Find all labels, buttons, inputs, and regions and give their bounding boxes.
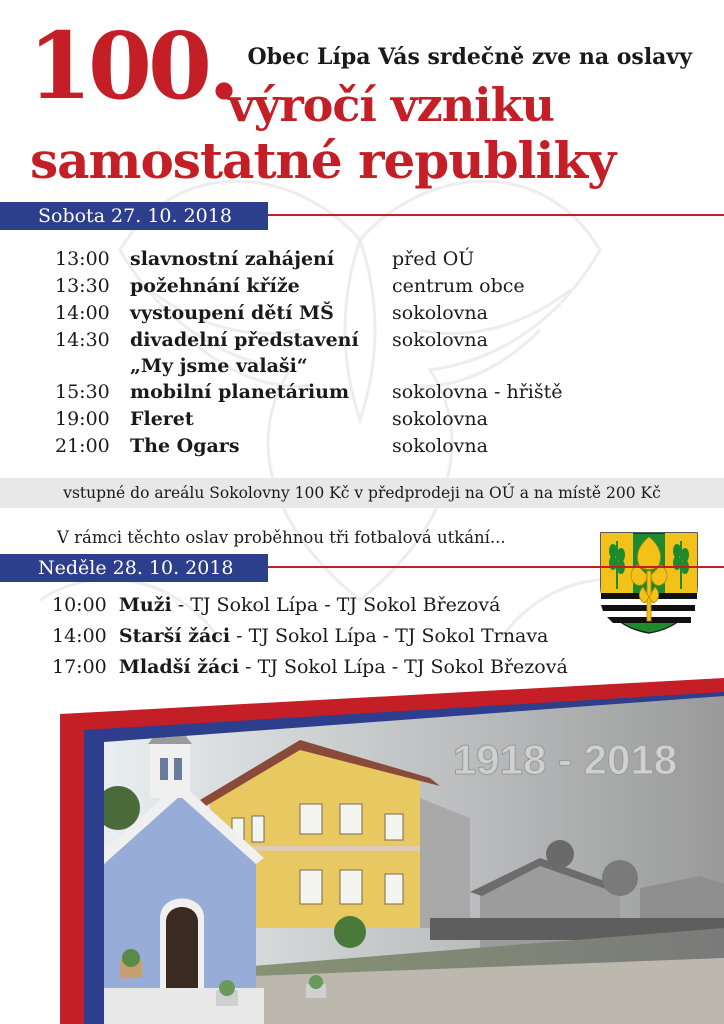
match-category: Mladší žáci	[118, 656, 240, 678]
event-name: vystoupení dětí MŠ	[130, 302, 334, 324]
saturday-red-rule	[268, 214, 724, 216]
event-time: 13:30	[55, 275, 110, 297]
saturday-date-bar: Sobota 27. 10. 2018	[0, 202, 268, 230]
event-place: sokolovna - hřiště	[392, 381, 563, 403]
match-teams: - TJ Sokol Lípa - TJ Sokol Trnava	[230, 625, 549, 647]
event-place: centrum obce	[392, 275, 525, 297]
event-name: mobilní planetárium	[130, 381, 350, 403]
event-place: sokolovna	[392, 435, 488, 457]
title-line-2: samostatné republiky	[30, 131, 616, 190]
event-name: Fleret	[130, 408, 194, 430]
event-name: divadelní představení	[130, 329, 359, 351]
match-time: 17:00	[52, 656, 107, 678]
match-time: 10:00	[52, 594, 107, 616]
event-place: před OÚ	[392, 248, 475, 270]
event-place: sokolovna	[392, 408, 488, 430]
event-time: 15:30	[55, 381, 110, 403]
event-time: 13:00	[55, 248, 110, 270]
village-photo-collage	[0, 678, 724, 1024]
football-note: V rámci těchto oslav proběhnou tři fotbalová utkání...	[57, 528, 506, 547]
title-line-1: výročí vzniku	[228, 78, 554, 132]
event-time: 14:00	[55, 302, 110, 324]
match-category: Muži	[118, 594, 172, 616]
match-row	[52, 625, 568, 656]
match-row	[52, 594, 568, 625]
admission-note: vstupné do areálu Sokolovny 100 Kč v předprodeji na OÚ a na místě 200 Kč	[0, 478, 724, 508]
match-time: 14:00	[52, 625, 107, 647]
sunday-date-bar: Neděle 28. 10. 2018	[0, 554, 268, 582]
village-coat-of-arms-icon	[599, 531, 699, 635]
event-time: 21:00	[55, 435, 110, 457]
event-subtitle: „My jsme valaši“	[130, 355, 308, 377]
match-teams: - TJ Sokol Lípa - TJ Sokol Březová	[239, 656, 568, 678]
event-place: sokolovna	[392, 302, 488, 324]
event-name: The Ogars	[130, 435, 240, 457]
event-name: slavnostní zahájení	[130, 248, 335, 270]
event-name: požehnání kříže	[130, 275, 300, 297]
event-time: 19:00	[55, 408, 110, 430]
hundred-number: 100.	[28, 12, 237, 120]
sunday-matches	[52, 594, 568, 687]
match-teams: - TJ Sokol Lípa - TJ Sokol Březová	[171, 594, 501, 616]
event-place: sokolovna	[392, 329, 488, 351]
sunday-red-rule	[268, 566, 724, 568]
event-time: 14:30	[55, 329, 110, 351]
match-category: Starší žáci	[118, 625, 231, 647]
years-caption: 1918 - 2018	[452, 736, 678, 783]
invitation-line: Obec Lípa Vás srdečně zve na oslavy	[247, 44, 692, 70]
